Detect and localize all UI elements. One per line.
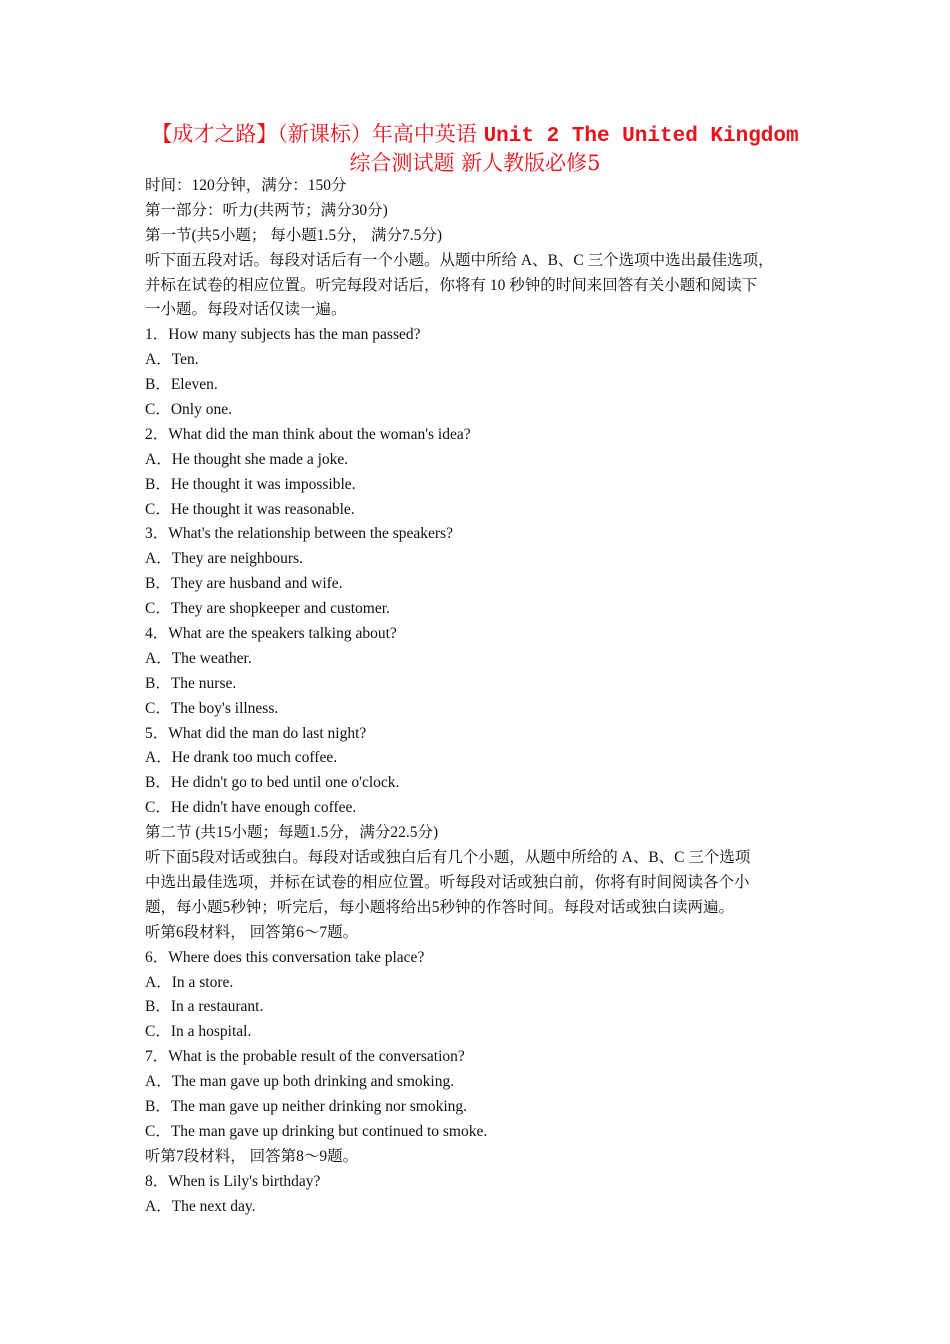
question: 4．What are the speakers talking about? xyxy=(145,625,397,643)
section-heading: 第二节 (共15小题；每题1.5分，满分22.5分) xyxy=(145,824,439,842)
option: A．He thought she made a joke. xyxy=(145,450,349,468)
option: B．Eleven. xyxy=(145,376,218,394)
option: C．Only one. xyxy=(145,401,232,419)
option: B．He didn't go to bed until one o'clock. xyxy=(145,774,400,792)
option: A．In a store. xyxy=(145,973,234,991)
material-note: 听第6段材料， 回答第6～7题。 xyxy=(145,923,359,941)
section-heading: 第一节(共5小题； 每小题1.5分， 满分7.5分) xyxy=(145,226,443,244)
option: B．In a restaurant. xyxy=(145,998,264,1016)
option: A．They are neighbours. xyxy=(145,550,303,568)
option: C．The boy's illness. xyxy=(145,699,279,717)
option: B．The man gave up neither drinking nor smoking. xyxy=(145,1097,467,1115)
option: A．The next day. xyxy=(145,1197,256,1215)
option: C．In a hospital. xyxy=(145,1023,252,1041)
question: 7．What is the probable result of the conversation? xyxy=(145,1048,465,1066)
option: C．They are shopkeeper and customer. xyxy=(145,600,390,618)
title-line-2: 综合测试题 新人教版必修5 xyxy=(349,151,601,175)
option: A．Ten. xyxy=(145,351,199,369)
question: 6．Where does this conversation take place? xyxy=(145,948,425,966)
exam-time: 时间：120分钟，满分：150分 xyxy=(145,177,347,194)
instructions-line: 一小题。每段对话仅读一遍。 xyxy=(145,301,347,319)
instructions-line: 并标在试卷的相应位置。听完每段对话后，你将有 10 秒钟的时间来回答有关小题和阅读下 xyxy=(145,276,758,294)
instructions-line: 题，每小题5秒钟；听完后，每小题将给出5秒钟的作答时间。每段对话或独白读两遍。 xyxy=(145,898,735,916)
option: C．He didn't have enough coffee. xyxy=(145,799,357,817)
question: 5．What did the man do last night? xyxy=(145,724,367,742)
option: C．The man gave up drinking but continued to smoke. xyxy=(145,1122,488,1140)
document-body xyxy=(145,174,825,1219)
option: C．He thought it was reasonable. xyxy=(145,500,355,518)
material-note: 听第7段材料， 回答第8～9题。 xyxy=(145,1147,359,1165)
option: B．The nurse. xyxy=(145,674,237,692)
option: B．They are husband and wife. xyxy=(145,575,343,593)
question: 1．How many subjects has the man passed? xyxy=(145,326,421,344)
part-heading: 第一部分：听力(共两节；满分30分) xyxy=(145,201,388,219)
title-line-1 xyxy=(100,121,850,150)
document-title xyxy=(100,121,850,176)
instructions-line: 听下面5段对话或独白。每段对话或独白后有几个小题，从题中所给的 A、B、C 三个选项 xyxy=(145,849,751,867)
question: 3．What's the relationship between the speakers? xyxy=(145,525,453,543)
option: A．The man gave up both drinking and smoking. xyxy=(145,1073,455,1091)
instructions-line: 听下面五段对话。每段对话后有一个小题。从题中所给 A、B、C 三个选项中选出最佳选项， xyxy=(145,251,774,269)
question: 8．When is Lily's birthday? xyxy=(145,1172,321,1190)
title-zh: 【成才之路】（新课标）年高中英语 xyxy=(151,122,484,146)
option: B．He thought it was impossible. xyxy=(145,475,356,493)
option: A．He drank too much coffee. xyxy=(145,749,338,767)
question: 2．What did the man think about the woman's idea? xyxy=(145,425,471,443)
instructions-line: 中选出最佳选项，并标在试卷的相应位置。听每段对话或独白前，你将有时间阅读各个小 xyxy=(145,873,750,891)
title-en: Unit 2 The United Kingdom xyxy=(483,125,799,148)
option: A．The weather. xyxy=(145,649,252,667)
